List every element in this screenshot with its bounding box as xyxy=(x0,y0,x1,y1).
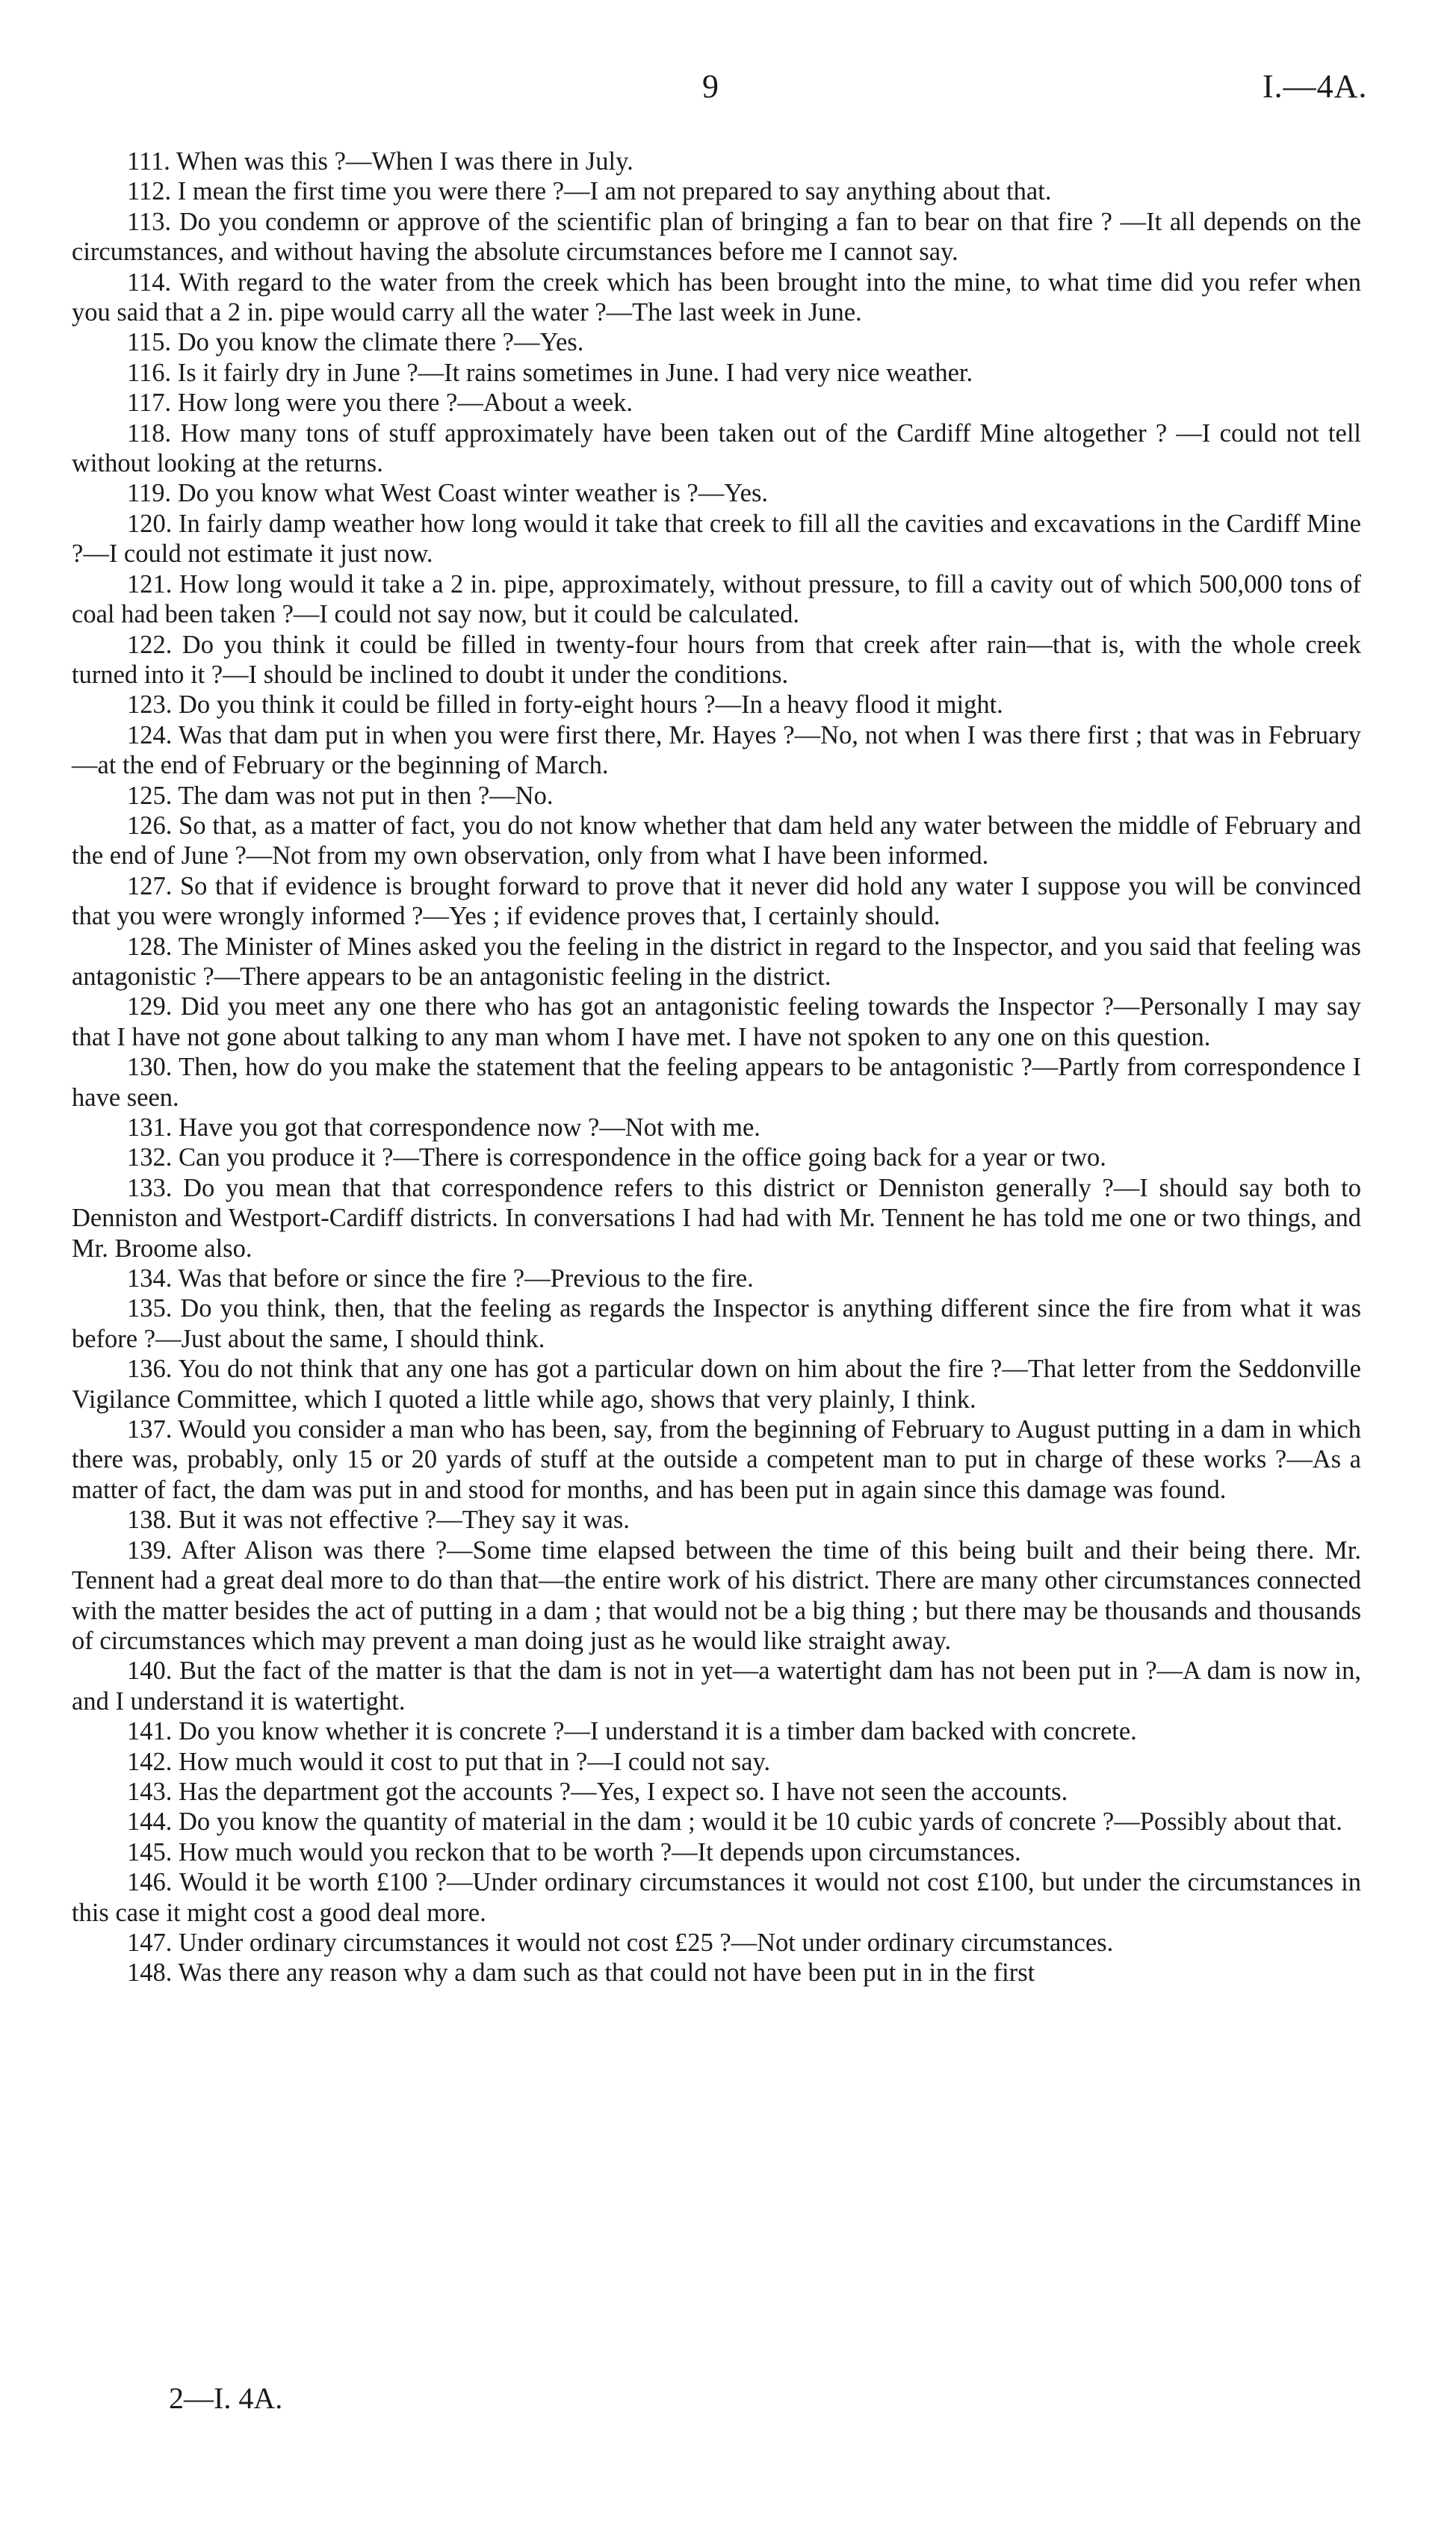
question-115: 115. Do you know the climate there ?—Yes. xyxy=(127,328,584,357)
question-127: 127. So that if evidence is brought forward to prove that it never did hold any water I suppose you will be convinced that you were wrongly informed ?—Yes ; if evidence proves that, I certainly should. xyxy=(72,871,1361,931)
page-header xyxy=(0,66,1456,111)
question-118: 118. How many tons of stuff approximately have been taken out of the Cardiff Mine altogether ? —I could not tell without looking at the returns. xyxy=(72,418,1361,478)
question-128: 128. The Minister of Mines asked you the feeling in the district in regard to the Inspector, and you said that feeling was antagonistic ?—There appears to be an antagonistic feeling in the district. xyxy=(72,932,1361,991)
question-130: 130. Then, how do you make the statement that the feeling appears to be antagonistic ?—Partly from correspondence I have seen. xyxy=(72,1053,1361,1112)
question-140: 140. But the fact of the matter is that the dam is not in yet—a watertight dam has not been put in ?—A dam is now in, and I understand it is watertight. xyxy=(72,1657,1361,1716)
question-143: 143. Has the department got the accounts ?—Yes, I expect so. I have not seen the accounts. xyxy=(127,1777,1068,1806)
question-148: 148. Was there any reason why a dam such as that could not have been put in in the first xyxy=(127,1958,1035,1988)
question-114: 114. With regard to the water from the creek which has been brought into the mine, to what time did you refer when you said that a 2 in. pipe would carry all the water ?—The last week in June. xyxy=(72,268,1361,327)
page-number: 9 xyxy=(702,68,719,105)
question-147: 147. Under ordinary circumstances it would not cost £25 ?—Not under ordinary circumstances. xyxy=(127,1928,1114,1957)
question-142: 142. How much would it cost to put that in ?—I could not say. xyxy=(127,1747,771,1776)
question-132: 132. Can you produce it ?—There is correspondence in the office going back for a year or two. xyxy=(127,1143,1106,1172)
question-123: 123. Do you think it could be filled in forty-eight hours ?—In a heavy flood it might. xyxy=(127,690,1003,720)
question-139: 139. After Alison was there ?—Some time elapsed between the time of this being built and their being there. Mr. Tennent had a great deal more to do than that—the entire work of his district. There are many other circumstances connected with the matter besides the act of putting in a dam ; that would not be a big thing ; but there may be thousands and thousands of circumstances which may prevent a man doing just as he would like straight away. xyxy=(72,1536,1361,1655)
question-137: 137. Would you consider a man who has been, say, from the beginning of February to August putting in a dam in which there was, probably, only 15 or 20 yards of stuff at the outside a competent man to put in charge of these works ?—As a matter of fact, the dam was put in and stood for months, and has been put in again since this damage was found. xyxy=(72,1415,1361,1504)
signature-mark: 2—I. 4A. xyxy=(169,2381,283,2415)
question-135: 135. Do you think, then, that the feeling as regards the Inspector is anything different since the fire from what it was before ?—Just about the same, I should think. xyxy=(72,1294,1361,1353)
question-112: 112. I mean the first time you were there ?—I am not prepared to say anything about that. xyxy=(127,177,1052,206)
question-111: 111. When was this ?—When I was there in July. xyxy=(127,147,633,176)
question-133: 133. Do you mean that that correspondence refers to this district or Denniston generally ?—I should say both to Denniston and Westport-Cardiff districts. In conversations I had had with Mr. Tennent he has told me one or two things, and Mr. Broome also. xyxy=(72,1173,1361,1263)
question-131: 131. Have you got that correspondence now ?—Not with me. xyxy=(127,1113,760,1142)
question-138: 138. But it was not effective ?—They say it was. xyxy=(127,1506,630,1535)
question-134: 134. Was that before or since the fire ?—Previous to the fire. xyxy=(127,1264,754,1293)
question-122: 122. Do you think it could be filled in twenty-four hours from that creek after rain—that is, with the whole creek turned into it ?—I should be inclined to doubt it under the conditions. xyxy=(72,630,1361,689)
evidence-transcript xyxy=(72,146,1361,1988)
question-117: 117. How long were you there ?—About a week. xyxy=(127,389,633,418)
question-145: 145. How much would you reckon that to be worth ?—It depends upon circumstances. xyxy=(127,1837,1021,1867)
question-120: 120. In fairly damp weather how long would it take that creek to fill all the cavities and excavations in the Cardiff Mine ?—I could not estimate it just now. xyxy=(72,509,1361,569)
question-125: 125. The dam was not put in then ?—No. xyxy=(127,781,554,810)
question-144: 144. Do you know the quantity of material in the dam ; would it be 10 cubic yards of concrete ?—Possibly about that. xyxy=(127,1807,1342,1837)
question-129: 129. Did you meet any one there who has got an antagonistic feeling towards the Inspector ?—Personally I may say that I have not gone about talking to any man whom I have met. I have not spoken to any one on this question. xyxy=(72,992,1361,1051)
question-113: 113. Do you condemn or approve of the scientific plan of bringing a fan to bear on that fire ? —It all depends on the circumstances, and without having the absolute circumstances before me I cannot say. xyxy=(72,207,1361,267)
question-119: 119. Do you know what West Coast winter weather is ?—Yes. xyxy=(127,479,769,508)
paper-reference: I.—4A. xyxy=(1263,68,1368,105)
question-141: 141. Do you know whether it is concrete ?—I understand it is a timber dam backed with concrete. xyxy=(127,1717,1137,1746)
question-124: 124. Was that dam put in when you were first there, Mr. Hayes ?—No, not when I was there first ; that was in February—at the end of February or the beginning of March. xyxy=(72,720,1361,780)
question-146: 146. Would it be worth £100 ?—Under ordinary circumstances it would not cost £100, but under the circumstances in this case it might cost a good deal more. xyxy=(72,1868,1361,1927)
question-121: 121. How long would it take a 2 in. pipe, approximately, without pressure, to fill a cavity out of which 500,000 tons of coal had been taken ?—I could not say now, but it could be calculated. xyxy=(72,569,1361,629)
question-116: 116. Is it fairly dry in June ?—It rains sometimes in June. I had very nice weather. xyxy=(127,358,973,387)
question-136: 136. You do not think that any one has got a particular down on him about the fire ?—That letter from the Seddonville Vigilance Committee, which I quoted a little while ago, shows that very plainly, I think. xyxy=(72,1355,1361,1414)
question-126: 126. So that, as a matter of fact, you do not know whether that dam held any water between the middle of February and the end of June ?—Not from my own observation, only from what I have been informed. xyxy=(72,811,1361,870)
